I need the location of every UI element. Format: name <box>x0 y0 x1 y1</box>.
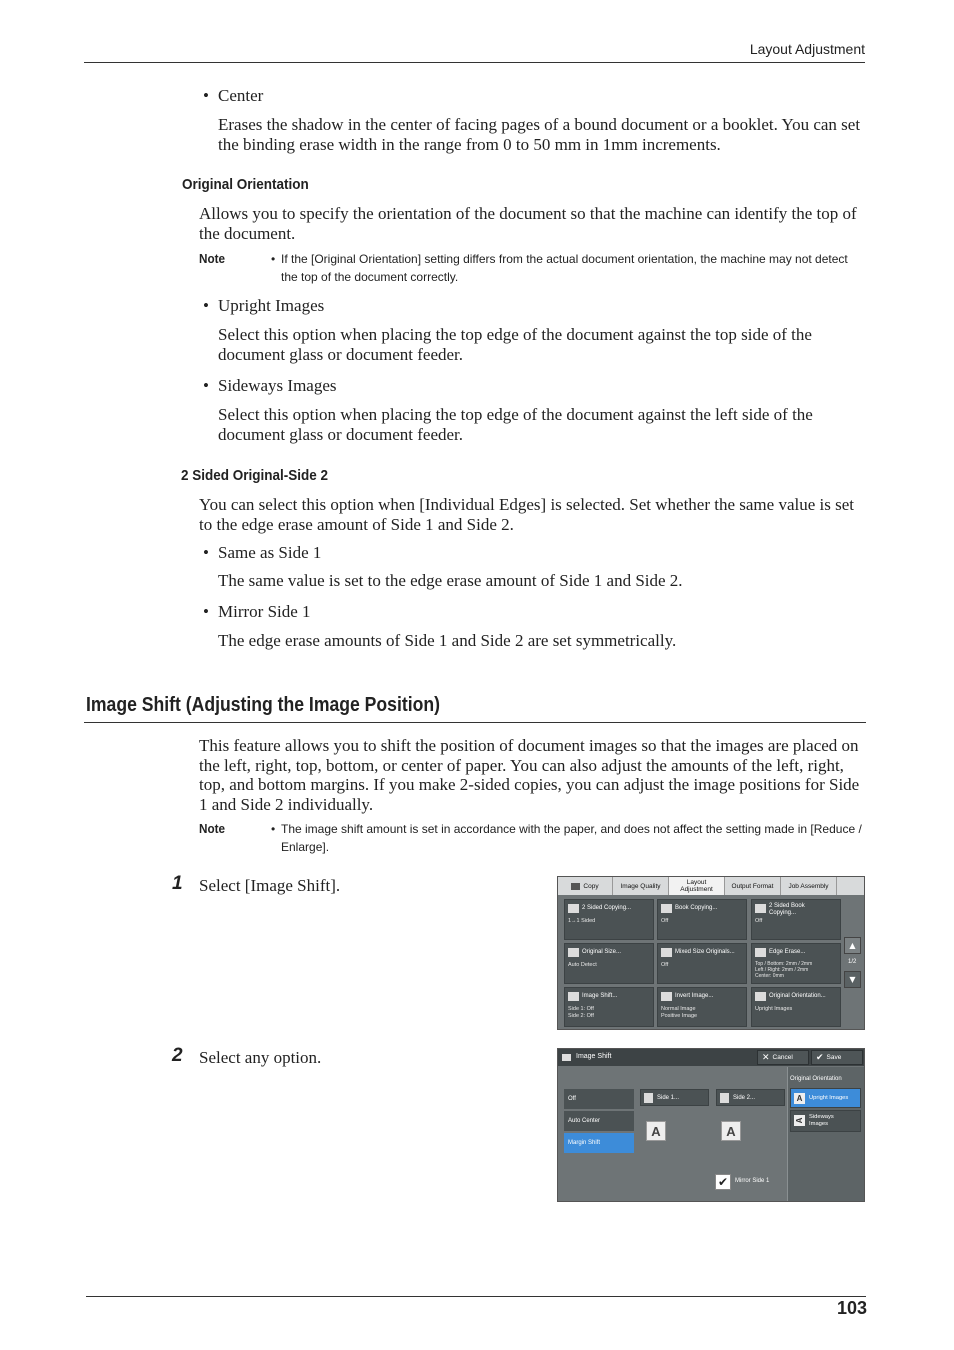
tab-label: Output Format <box>731 882 774 890</box>
dialog-header <box>558 1049 864 1066</box>
tile-value: Off <box>661 962 669 968</box>
orientation-label: Original Orientation <box>790 1076 842 1082</box>
tile-value: Off <box>755 918 763 924</box>
two-sided-copying-button[interactable] <box>564 899 654 940</box>
option-auto-center[interactable] <box>564 1111 634 1132</box>
upright-bullet: Upright Images <box>218 296 325 315</box>
step-text: Select [Image Shift]. <box>199 876 341 895</box>
tile-title: Mixed Size Originals... <box>675 949 735 955</box>
note-label: Note <box>199 821 226 836</box>
original-orientation-intro: Allows you to specify the orientation of the document so that the machine can identify the top of the document. <box>199 204 857 243</box>
original-size-button[interactable] <box>564 943 654 984</box>
tile-value: Top / Bottom: 2mm / 2mm Left / Right: 2mm / 2mm Center: 0mm <box>755 961 813 979</box>
sideways-icon: A <box>794 1115 805 1126</box>
tab-layout-adjustment[interactable] <box>669 877 725 895</box>
header-rule <box>84 62 865 63</box>
image-shift-heading: Image Shift (Adjusting the Image Position) <box>86 694 440 716</box>
two-sided-icon <box>568 904 579 913</box>
chevron-up-icon: ▲ <box>849 941 856 950</box>
same-bullet: Same as Side 1 <box>218 543 322 562</box>
side1-icon <box>644 1093 653 1103</box>
side2-button[interactable] <box>716 1089 785 1106</box>
mirror-side1-label: Mirror Side 1 <box>735 1178 770 1184</box>
tile-title: 2 Sided Copying... <box>582 905 632 911</box>
check-icon: ✔ <box>816 1052 824 1062</box>
checkmark-icon: ✔ <box>717 1175 729 1189</box>
option-margin-shift[interactable] <box>564 1133 634 1154</box>
chevron-down-icon: ▼ <box>849 975 856 984</box>
tile-title: Image Shift... <box>582 993 618 999</box>
orientation-panel <box>787 1067 865 1201</box>
original-size-icon <box>568 948 579 957</box>
button-label: Sideways Images <box>809 1114 834 1127</box>
tab-label: Job Assembly <box>788 882 829 890</box>
option-label: Auto Center <box>568 1118 601 1124</box>
note-label: Note <box>199 251 226 266</box>
mirror-text: The edge erase amounts of Side 1 and Side 2 are set symmetrically. <box>218 631 677 650</box>
tab-copy[interactable] <box>558 877 613 895</box>
tile-value: Auto Detect <box>568 962 597 968</box>
tile-value: Off <box>661 918 669 924</box>
copy-screen-screenshot <box>557 876 865 1030</box>
image-shift-screenshot <box>557 1048 865 1202</box>
tile-value: Side 1: Off Side 2: Off <box>568 1006 594 1019</box>
invert-image-icon <box>661 992 672 1001</box>
section-rule <box>84 722 866 723</box>
bullet-dot: • <box>203 543 209 562</box>
upright-text: Select this option when placing the top edge of the document against the top side of the document glass or document feeder. <box>218 325 812 364</box>
book-copying-button[interactable] <box>657 899 747 940</box>
tab-label: Layout Adjustment <box>680 879 713 893</box>
tile-value: 1→1 Sided <box>568 918 596 924</box>
bullet-dot: • <box>203 602 209 621</box>
footer-rule <box>86 1296 866 1297</box>
option-off[interactable] <box>564 1089 634 1110</box>
two-sided-intro: You can select this option when [Individual Edges] is selected. Set whether the same value is set to the edge erase amount of Side 1 and Side 2. <box>199 495 854 534</box>
mirror-side1-checkbox[interactable] <box>715 1174 731 1190</box>
tile-title: Original Orientation... <box>769 993 826 999</box>
tab-output-format[interactable] <box>725 877 781 895</box>
button-label: Save <box>826 1054 842 1061</box>
tile-value: Normal Image Positive Image <box>661 1006 698 1019</box>
step-text: Select any option. <box>199 1048 322 1067</box>
original-orientation-icon <box>755 992 766 1001</box>
center-text: Erases the shadow in the center of facing pages of a bound document or a booklet. You can set the binding erase width in the range from 0 to 50 mm in 1mm increments. <box>218 115 861 154</box>
bullet-dot: • <box>203 296 209 315</box>
original-orientation-button[interactable] <box>751 987 841 1027</box>
tile-value: Upright Images <box>755 1006 793 1012</box>
tab-bar <box>558 877 864 895</box>
mirror-bullet: Mirror Side 1 <box>218 602 311 621</box>
step-number: 1 <box>172 873 183 894</box>
page-indicator: 1/2 <box>848 959 857 965</box>
two-sided-book-icon <box>755 904 766 913</box>
note-bullet: • <box>271 822 276 836</box>
side2-icon <box>720 1093 729 1103</box>
bullet-dot: • <box>203 86 209 105</box>
edge-erase-icon <box>755 948 766 957</box>
dialog-title: Image Shift <box>576 1053 612 1060</box>
image-shift-intro: This feature allows you to shift the position of document images so that the images are placed on the left, right, top, bottom, or center of paper. You can also adjust the amounts of the left, right, top, and bottom margins. If you make 2-sided copies, you can adjust the image positions for Side 1 and Side 2 individually. <box>199 736 860 814</box>
same-text: The same value is set to the edge erase amount of Side 1 and Side 2. <box>218 571 683 590</box>
tab-label: Image Quality <box>620 882 661 890</box>
tile-title: Original Size... <box>582 949 622 955</box>
original-orientation-heading: Original Orientation <box>182 176 309 193</box>
two-sided-heading: 2 Sided Original-Side 2 <box>181 467 329 484</box>
cancel-button[interactable] <box>757 1050 809 1065</box>
side2-preview-icon: A <box>721 1121 741 1141</box>
sideways-bullet: Sideways Images <box>218 376 337 395</box>
mixed-size-originals-button[interactable] <box>657 943 747 984</box>
mixed-size-icon <box>661 948 672 957</box>
image-shift-button[interactable] <box>564 987 654 1027</box>
button-label: Upright Images <box>809 1094 849 1101</box>
upright-icon: A <box>794 1093 805 1104</box>
tab-image-quality[interactable] <box>613 877 669 895</box>
two-sided-book-copying-button[interactable] <box>751 899 841 940</box>
tile-title: Edge Erase... <box>769 949 806 955</box>
step-number: 2 <box>172 1045 183 1066</box>
edge-erase-button[interactable] <box>751 943 841 984</box>
tile-title: Book Copying... <box>675 905 718 911</box>
running-header: Layout Adjustment <box>749 41 865 57</box>
center-bullet: Center <box>218 86 264 105</box>
close-icon: ✕ <box>762 1052 770 1062</box>
tile-title: Invert Image... <box>675 993 714 999</box>
button-label: Side 1... <box>657 1094 680 1101</box>
scroll-down-button[interactable] <box>844 971 861 988</box>
tab-label: Copy <box>583 882 599 890</box>
sideways-images-button[interactable] <box>790 1110 861 1132</box>
note-text: The image shift amount is set in accordance with the paper, and does not affect the setting made in [Reduce / Enlarge]. <box>281 822 862 854</box>
note-text: If the [Original Orientation] setting differs from the actual document orientation, the machine may not detect the top of the document correctly. <box>281 252 848 284</box>
page-number: 103 <box>836 1298 867 1318</box>
button-label: Side 2... <box>733 1094 756 1101</box>
button-label: Cancel <box>772 1054 793 1061</box>
sideways-text: Select this option when placing the top edge of the document against the left side of the document glass or document feeder. <box>218 405 813 444</box>
tab-job-assembly[interactable] <box>781 877 837 895</box>
option-label: Off <box>568 1096 576 1102</box>
image-shift-icon <box>562 1054 571 1061</box>
note-bullet: • <box>271 252 276 266</box>
scroll-up-button[interactable] <box>844 937 861 954</box>
side1-preview-icon: A <box>646 1121 666 1141</box>
tile-title: 2 Sided Book Copying... <box>769 903 805 916</box>
invert-image-button[interactable] <box>657 987 747 1027</box>
side1-button[interactable] <box>640 1089 709 1106</box>
option-label: Margin Shift <box>568 1140 601 1146</box>
copy-icon <box>571 883 580 890</box>
book-icon <box>661 904 672 913</box>
bullet-dot: • <box>203 376 209 395</box>
upright-images-button[interactable] <box>790 1088 861 1108</box>
save-button[interactable] <box>811 1050 863 1065</box>
image-shift-icon <box>568 992 579 1001</box>
